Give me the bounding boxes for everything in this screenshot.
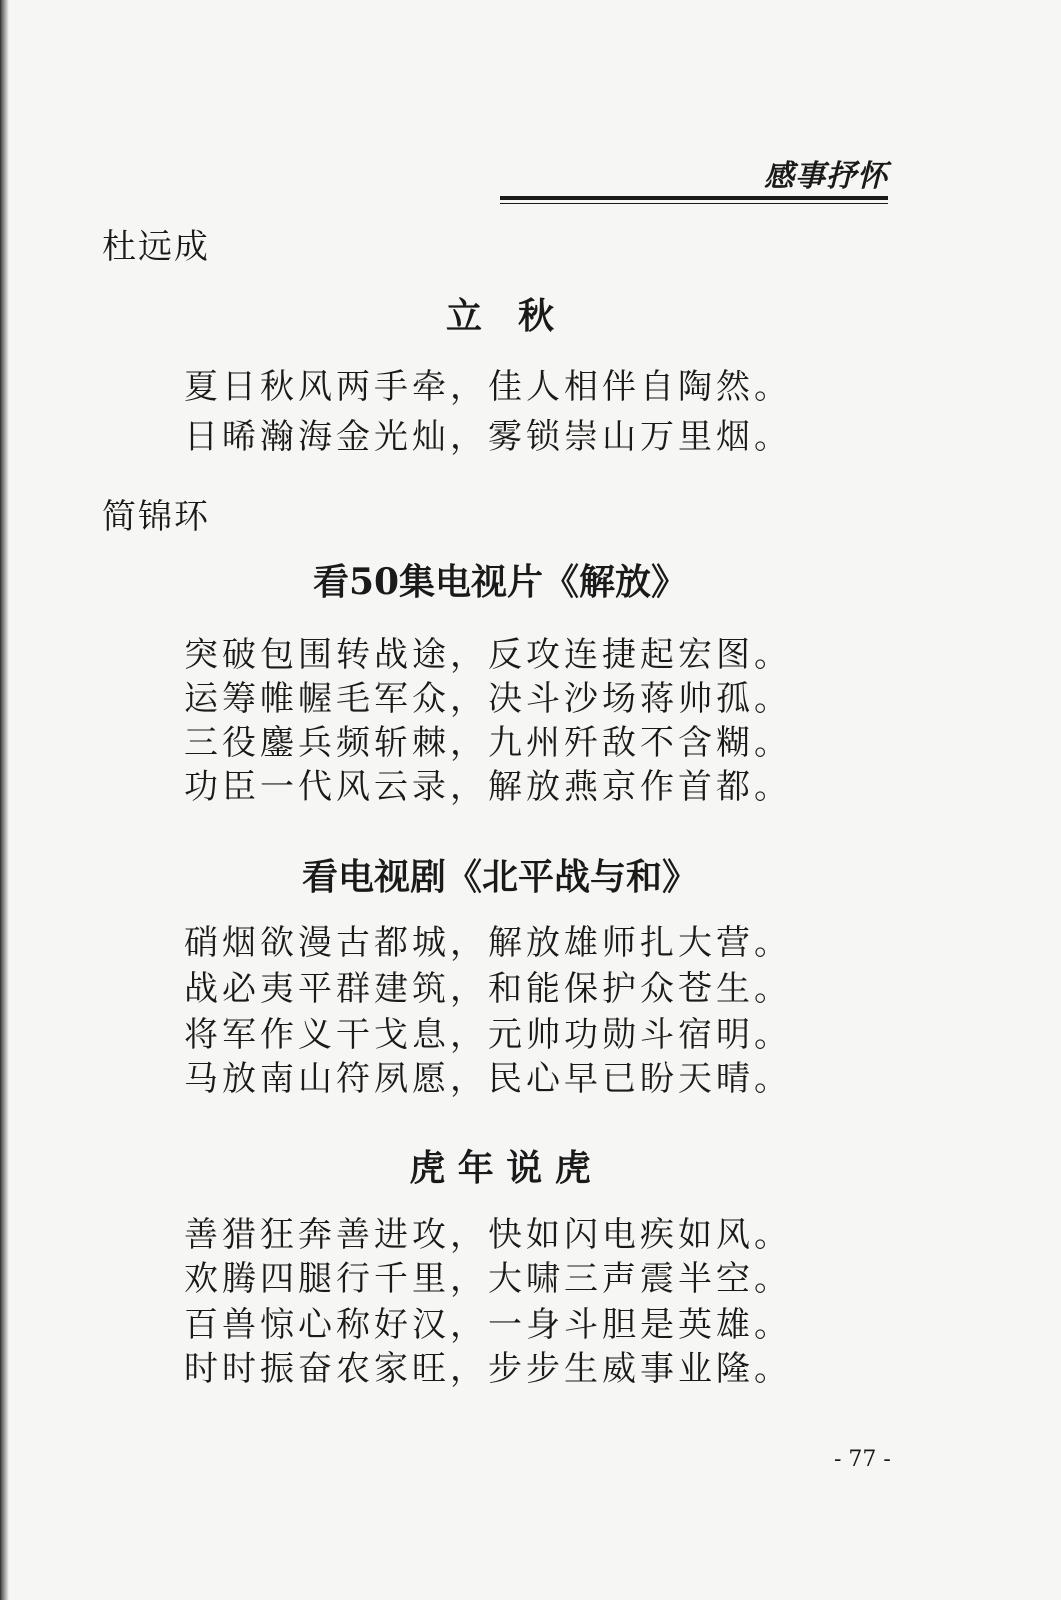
verse-line: 突破包围转战途，反攻连捷起宏图。 (184, 635, 792, 675)
author-name: 简锦环 (102, 497, 210, 537)
verse-line: 善猎狂奔善进攻，快如闪电疾如风。 (184, 1215, 792, 1255)
verse-line: 战必夷平群建筑，和能保护众苍生。 (184, 969, 792, 1009)
page-number: - 77 - (834, 1447, 891, 1472)
verse-line: 时时振奋农家旺，步步生威事业隆。 (184, 1349, 792, 1389)
verse-line: 马放南山符夙愿，民心早已盼天晴。 (184, 1059, 792, 1099)
verse-line: 日晞瀚海金光灿，雾锁崇山万里烟。 (184, 417, 792, 457)
verse-line: 将军作义干戈息，元帅功勋斗宿明。 (184, 1015, 792, 1055)
header-rule-thin (500, 203, 888, 204)
header-rule-thick (500, 196, 888, 200)
verse-line: 夏日秋风两手牵，佳人相伴自陶然。 (184, 367, 792, 407)
author-name: 杜远成 (102, 227, 210, 267)
section-title: 感事抒怀 (764, 159, 888, 194)
section-header (500, 160, 888, 208)
verse-line: 欢腾四腿行千里，大啸三声震半空。 (184, 1259, 792, 1299)
poem-title: 看电视剧《北平战与和》 (301, 856, 698, 898)
verse-line: 运筹帷幄毛军众，决斗沙场蒋帅孤。 (184, 679, 792, 719)
verse-line: 硝烟欲漫古都城，解放雄师扎大营。 (184, 923, 792, 963)
verse-line: 百兽惊心称好汉，一身斗胆是英雄。 (184, 1305, 792, 1345)
poem-title: 立 秋 (445, 295, 554, 337)
scan-edge-shadow (0, 0, 10, 1600)
verse-line: 功臣一代风云录，解放燕京作首都。 (184, 767, 792, 807)
poem-title: 虎 年 说 虎 (409, 1147, 591, 1189)
poem-title: 看50集电视片《解放》 (312, 561, 688, 603)
verse-line: 三役鏖兵频斩棘，九州歼敌不含糊。 (184, 723, 792, 763)
